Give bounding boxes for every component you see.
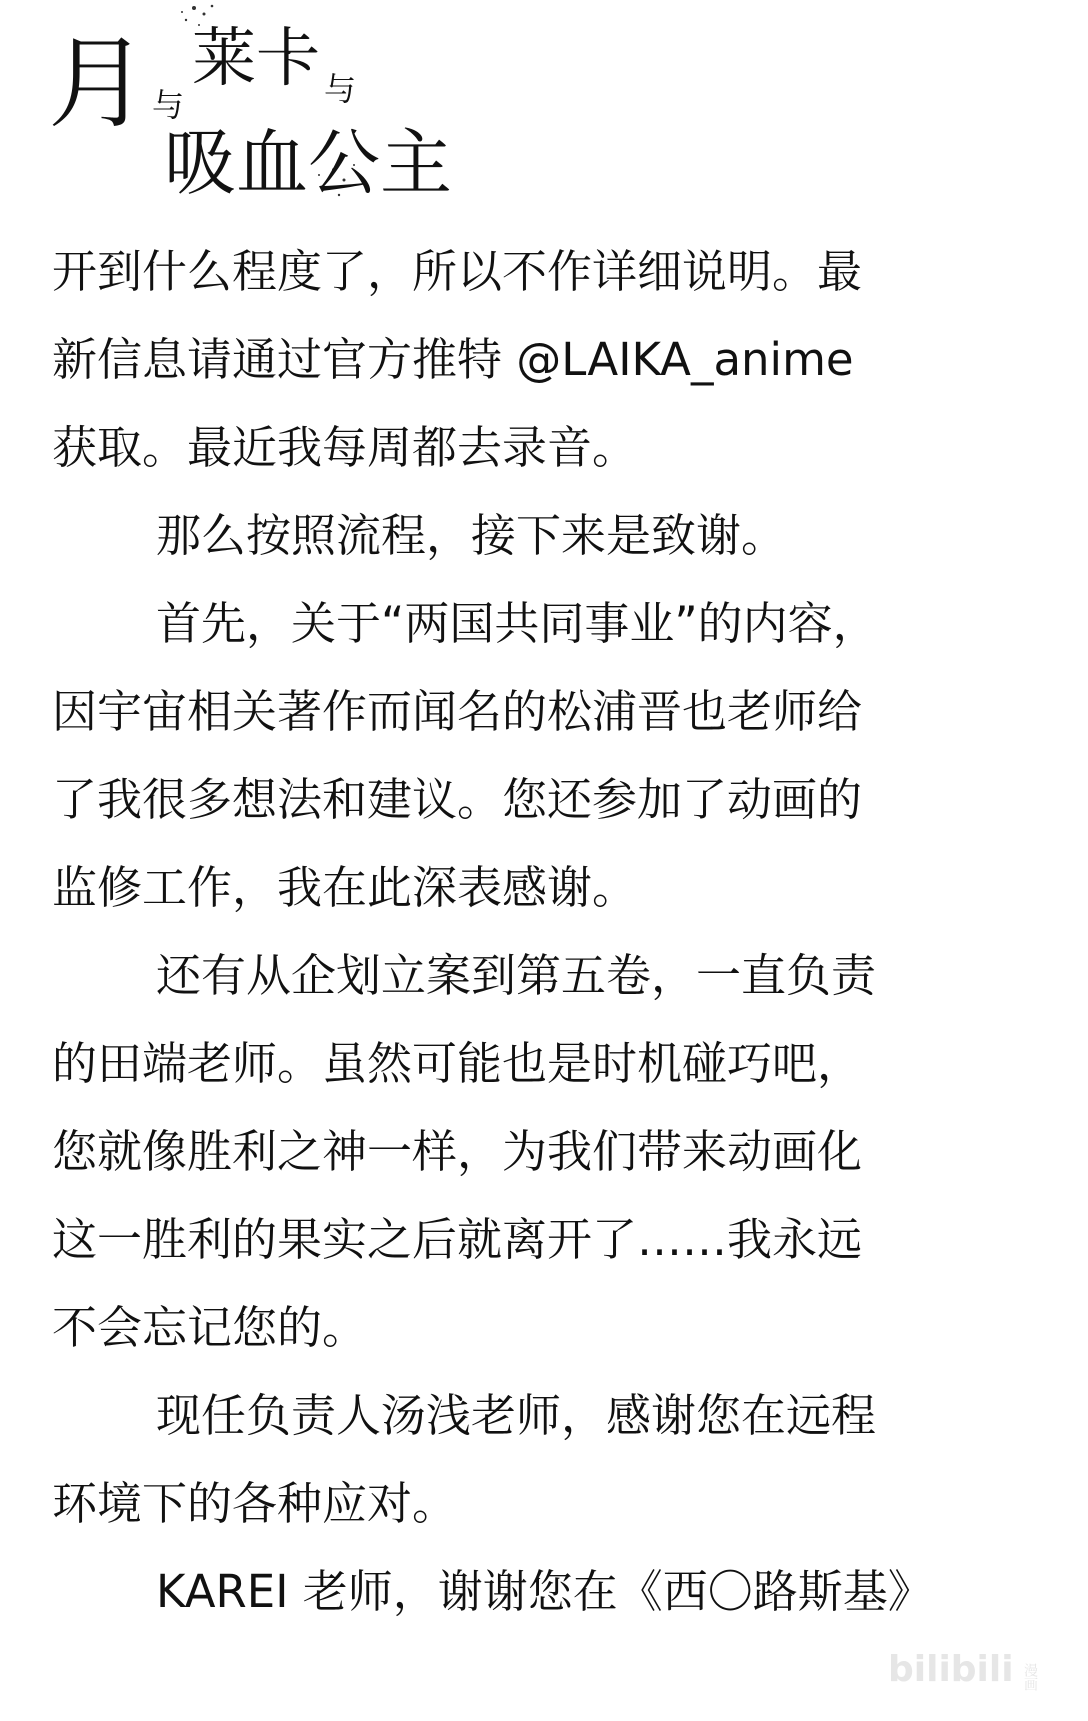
text-line: 开到什么程度了，所以不作详细说明。最 bbox=[52, 245, 863, 298]
text-line: 因宇宙相关著作而闻名的松浦晋也老师给 bbox=[52, 685, 863, 738]
logo-bottom-title: 吸血公主 bbox=[164, 121, 453, 205]
text-line: 了我很多想法和建议。您还参加了动画的 bbox=[52, 773, 863, 826]
text-line: 环境下的各种应对。 bbox=[52, 1477, 458, 1530]
text-line: 的田端老师。虽然可能也是时机碰巧吧， bbox=[52, 1037, 863, 1090]
text-line: 监修工作，我在此深表感谢。 bbox=[52, 861, 638, 914]
logo-conj-2: 与 bbox=[324, 70, 357, 108]
text-line: 还有从企划立案到第五卷，一直负责 bbox=[156, 949, 877, 1002]
logo-moon: 月 bbox=[48, 25, 148, 142]
watermark-logo bbox=[888, 1635, 1058, 1695]
logo-conj-1: 与 bbox=[152, 86, 185, 124]
text-line: 这一胜利的果实之后就离开了……我永远 bbox=[52, 1213, 863, 1266]
watermark-tag: 漫画 bbox=[1022, 1663, 1038, 1691]
logo-top-title: 莱卡 bbox=[192, 22, 320, 96]
page-body bbox=[52, 228, 1042, 1636]
text-line: KAREI 老师，谢谢您在《西〇路斯基》 bbox=[156, 1565, 933, 1618]
series-logo bbox=[44, 0, 464, 205]
text-line: 新信息请通过官方推特 @LAIKA_anime bbox=[52, 333, 854, 386]
text-line: 那么按照流程，接下来是致谢。 bbox=[156, 509, 787, 562]
text-line: 获取。最近我每周都去录音。 bbox=[52, 421, 638, 474]
text-line: 不会忘记您的。 bbox=[52, 1301, 368, 1354]
text-line: 现任负责人汤浅老师，感谢您在远程 bbox=[156, 1389, 877, 1442]
text-line: 首先，关于“两国共同事业”的内容， bbox=[156, 597, 878, 650]
watermark-brand: bilibili bbox=[888, 1649, 1014, 1690]
logo-artwork bbox=[44, 0, 464, 205]
bilibili-watermark bbox=[888, 1635, 1058, 1695]
text-line: 您就像胜利之神一样，为我们带来动画化 bbox=[52, 1125, 863, 1178]
